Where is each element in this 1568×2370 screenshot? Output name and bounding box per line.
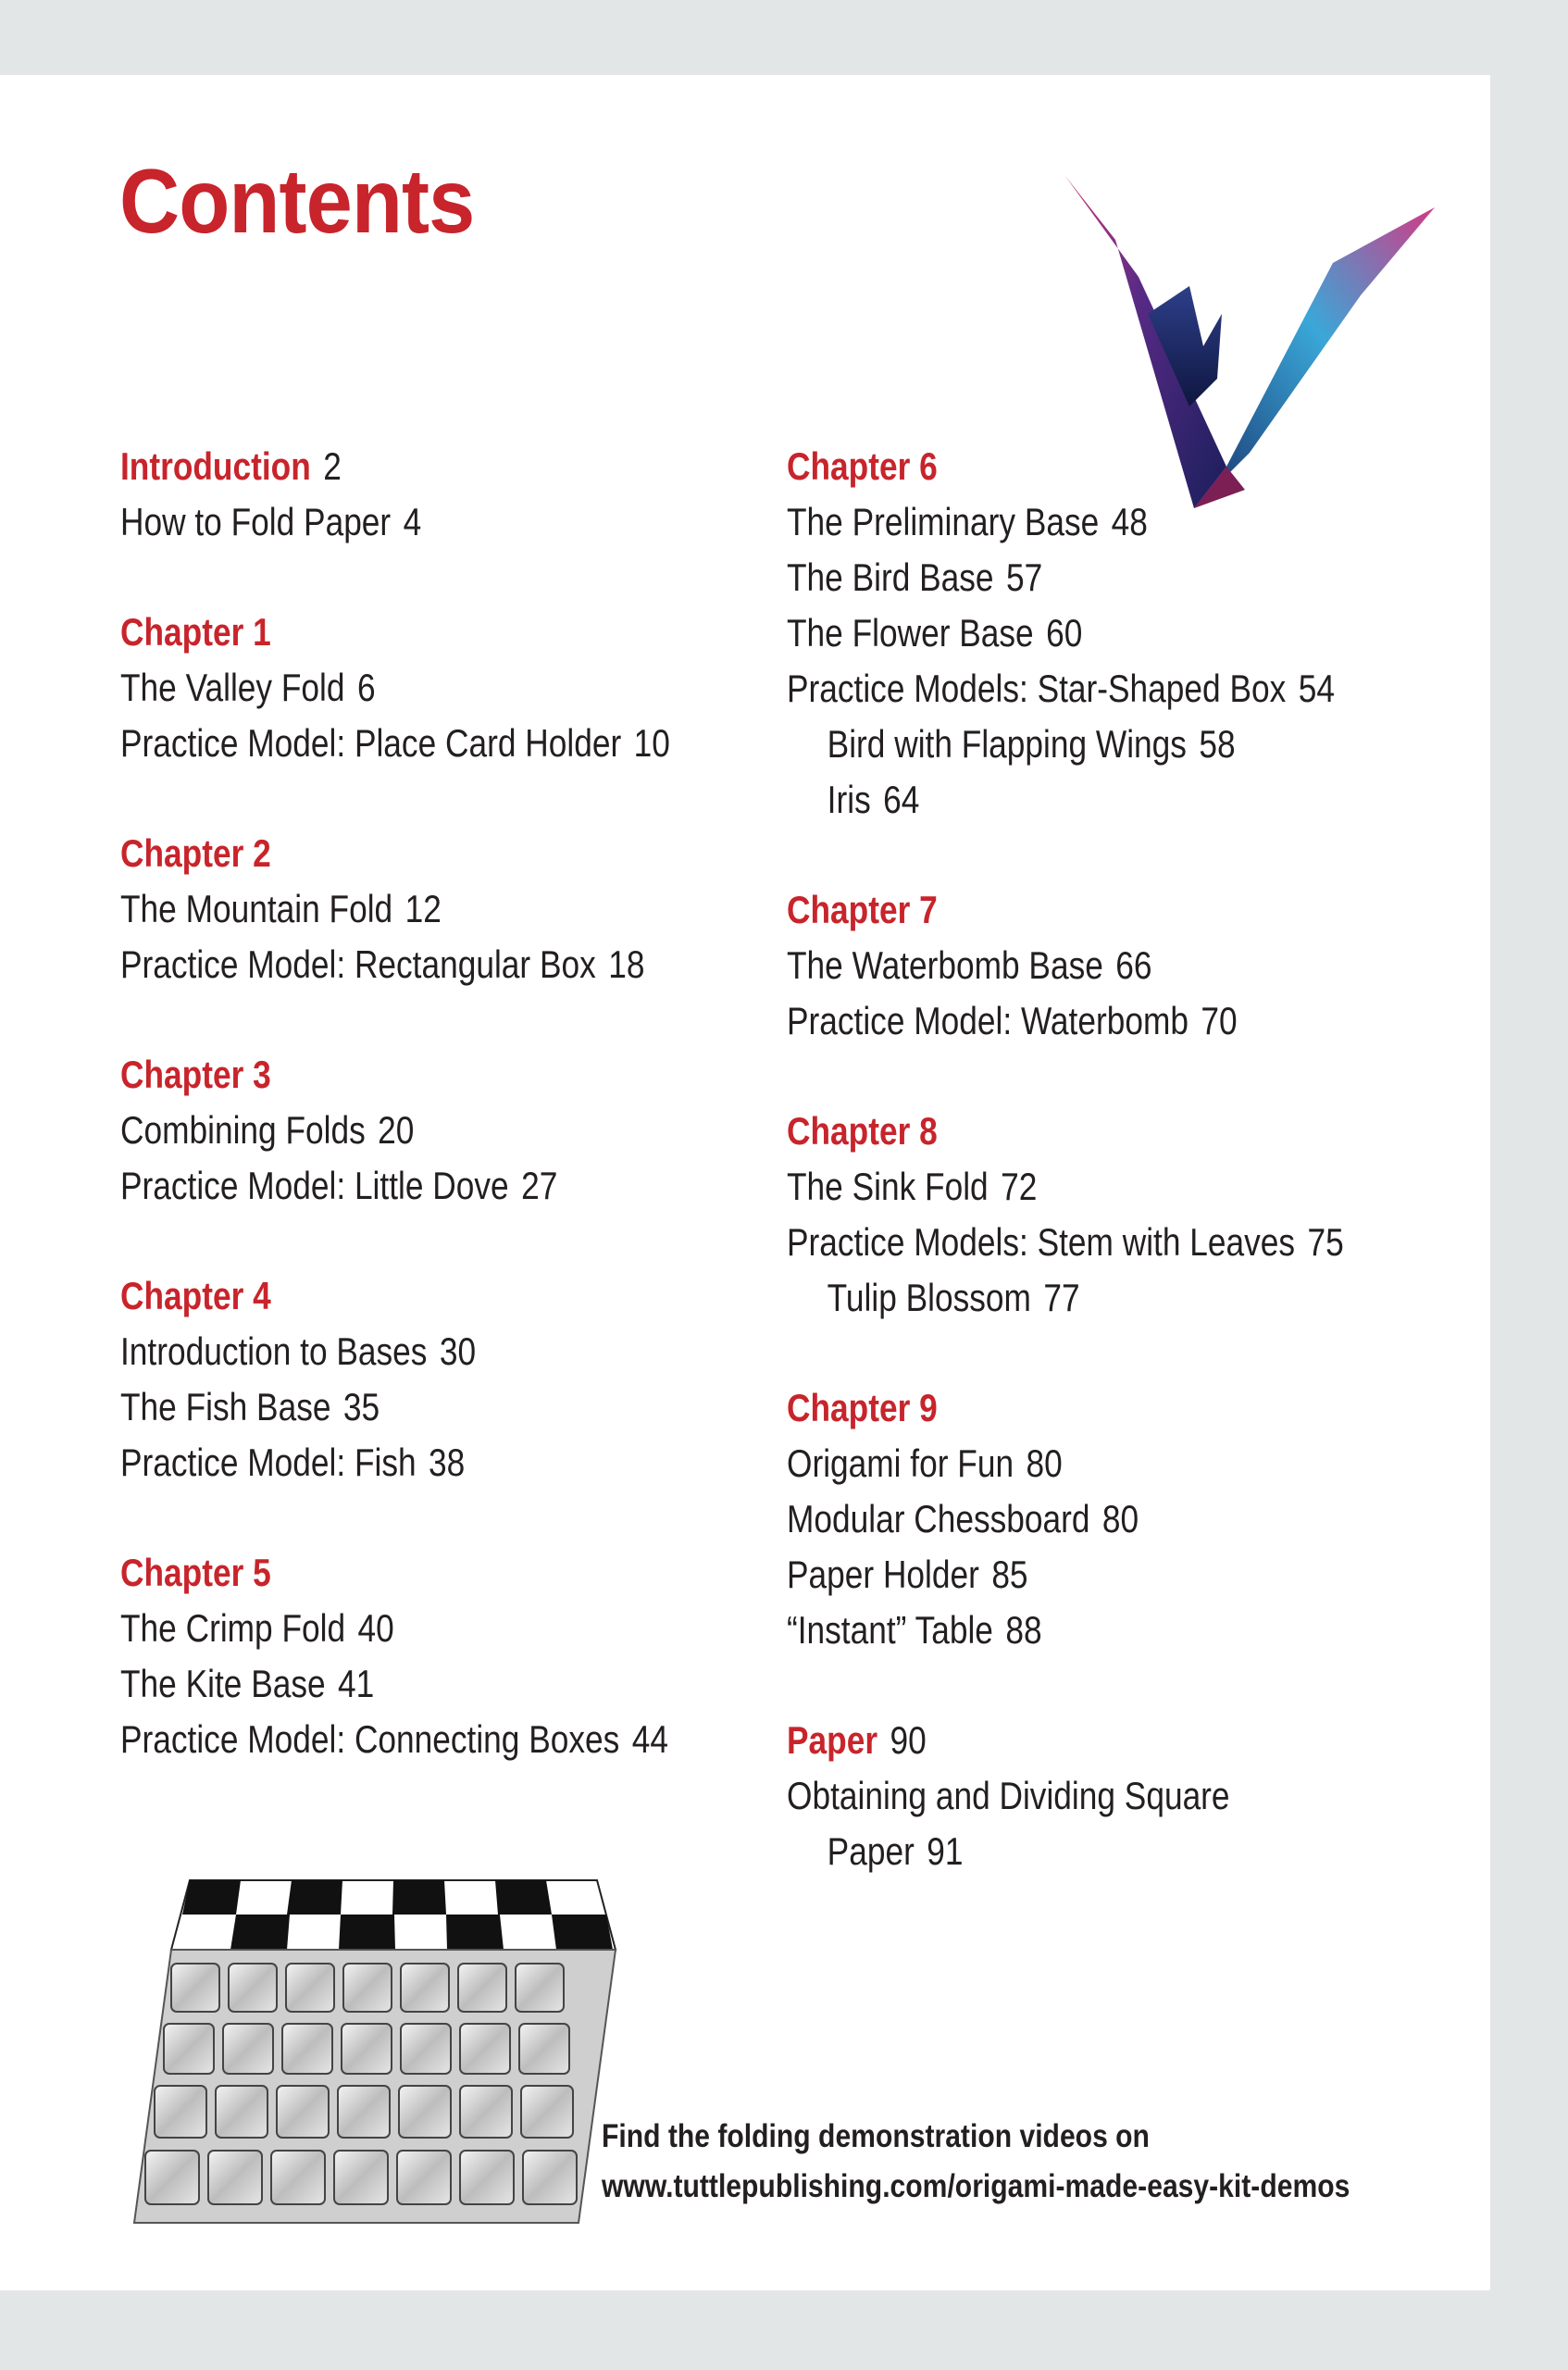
toc-entry[interactable]: Practice Model: Waterbomb 70 <box>787 999 1238 1042</box>
toc-heading[interactable]: Chapter 5 <box>120 1551 271 1594</box>
toc-heading[interactable]: Chapter 6 <box>787 444 938 488</box>
page-number: 58 <box>1199 722 1236 766</box>
toc-section-chapter-7 <box>787 882 1453 1049</box>
page-number: 2 <box>323 444 342 488</box>
toc-entry[interactable]: Practice Model: Rectangular Box 18 <box>120 942 645 986</box>
toc-entry[interactable]: Paper 91 <box>827 1829 964 1873</box>
page-number: 40 <box>357 1606 394 1650</box>
toc-entry[interactable]: The Flower Base 60 <box>787 611 1083 655</box>
page-number: 38 <box>429 1441 466 1484</box>
page-number: 20 <box>378 1108 415 1152</box>
toc-heading[interactable]: Chapter 4 <box>120 1274 271 1317</box>
toc-section-chapter-2 <box>120 826 750 992</box>
toc-entry[interactable]: Obtaining and Dividing Square <box>787 1774 1230 1817</box>
toc-section-chapter-6 <box>787 439 1453 828</box>
page-number: 91 <box>927 1829 964 1873</box>
toc-entry[interactable]: Practice Model: Connecting Boxes 44 <box>120 1717 668 1761</box>
toc-entry[interactable]: Practice Model: Place Card Holder 10 <box>120 721 670 765</box>
toc-entry[interactable]: The Valley Fold 6 <box>120 666 376 709</box>
page-number: 4 <box>403 500 422 543</box>
video-note-text: Find the folding demonstration videos on <box>602 2118 1150 2154</box>
toc-section-introduction <box>120 439 750 550</box>
toc-entry[interactable]: Paper Holder 85 <box>787 1553 1028 1596</box>
page-number: 54 <box>1298 667 1335 710</box>
page-number: 77 <box>1043 1276 1080 1319</box>
toc-heading[interactable]: Chapter 2 <box>120 831 271 875</box>
toc-heading[interactable]: Chapter 3 <box>120 1053 271 1096</box>
toc-entry[interactable]: Bird with Flapping Wings 58 <box>827 722 1236 766</box>
toc-section-chapter-9 <box>787 1380 1453 1658</box>
toc-entry[interactable]: Tulip Blossom 77 <box>827 1276 1080 1319</box>
toc-heading[interactable]: Chapter 7 <box>787 888 938 931</box>
toc-entry[interactable]: The Preliminary Base 48 <box>787 500 1148 543</box>
page <box>0 75 1490 2290</box>
toc-heading[interactable]: Introduction 2 <box>120 444 342 488</box>
page-number: 66 <box>1115 943 1152 987</box>
toc-section-paper <box>787 1713 1453 1879</box>
toc-heading[interactable]: Chapter 8 <box>787 1109 938 1153</box>
modular-chessboard-image <box>116 1862 634 2232</box>
page-number: 90 <box>890 1718 927 1762</box>
toc-entry[interactable]: Iris 64 <box>827 778 920 821</box>
toc-entry[interactable]: Practice Model: Fish 38 <box>120 1441 466 1484</box>
contents-right-column <box>787 439 1453 1934</box>
toc-entry[interactable]: The Bird Base 57 <box>787 555 1043 599</box>
toc-entry[interactable]: The Kite Base 41 <box>120 1662 375 1705</box>
video-link[interactable]: www.tuttlepublishing.com/origami-made-easy-kit-demos <box>602 2168 1350 2204</box>
page-number: 41 <box>338 1662 375 1705</box>
page-number: 57 <box>1005 555 1043 599</box>
toc-section-chapter-8 <box>787 1104 1453 1326</box>
toc-entry[interactable]: Origami for Fun 80 <box>787 1441 1063 1485</box>
toc-entry[interactable]: Practice Models: Stem with Leaves 75 <box>787 1220 1344 1264</box>
page-number: 60 <box>1046 611 1083 655</box>
toc-entry[interactable]: “Instant” Table 88 <box>787 1608 1042 1652</box>
toc-entry[interactable]: Introduction to Bases 30 <box>120 1329 477 1373</box>
page-number: 35 <box>342 1385 380 1428</box>
toc-entry[interactable]: How to Fold Paper 4 <box>120 500 422 543</box>
page-number: 12 <box>404 887 442 930</box>
toc-section-chapter-1 <box>120 605 750 771</box>
page-number: 72 <box>1001 1165 1038 1208</box>
page-number: 80 <box>1026 1441 1063 1485</box>
page-number: 75 <box>1307 1220 1344 1264</box>
toc-entry[interactable]: Practice Model: Little Dove 27 <box>120 1164 558 1207</box>
page-number: 64 <box>883 778 920 821</box>
toc-entry[interactable]: Practice Models: Star-Shaped Box 54 <box>787 667 1335 710</box>
toc-heading[interactable]: Chapter 1 <box>120 610 271 654</box>
toc-heading[interactable]: Paper 90 <box>787 1718 927 1762</box>
toc-entry[interactable]: The Mountain Fold 12 <box>120 887 442 930</box>
toc-entry[interactable]: Combining Folds 20 <box>120 1108 415 1152</box>
toc-section-chapter-5 <box>120 1545 750 1767</box>
page-number: 48 <box>1111 500 1148 543</box>
page-title: Contents <box>119 150 475 252</box>
page-number: 10 <box>633 721 670 765</box>
video-note <box>602 2112 1472 2212</box>
page-number: 30 <box>439 1329 477 1373</box>
page-number: 6 <box>356 666 376 709</box>
toc-section-chapter-3 <box>120 1047 750 1214</box>
page-number: 27 <box>521 1164 558 1207</box>
toc-entry[interactable]: Modular Chessboard 80 <box>787 1497 1139 1540</box>
page-number: 80 <box>1101 1497 1139 1540</box>
toc-section-chapter-4 <box>120 1268 750 1491</box>
toc-entry[interactable]: The Crimp Fold 40 <box>120 1606 394 1650</box>
page-number: 18 <box>608 942 645 986</box>
page-number: 70 <box>1201 999 1238 1042</box>
toc-entry[interactable]: The Sink Fold 72 <box>787 1165 1038 1208</box>
contents-left-column <box>120 439 750 1822</box>
page-number: 88 <box>1005 1608 1042 1652</box>
toc-entry[interactable]: The Waterbomb Base 66 <box>787 943 1152 987</box>
toc-heading[interactable]: Chapter 9 <box>787 1386 938 1429</box>
toc-entry[interactable]: The Fish Base 35 <box>120 1385 380 1428</box>
page-number: 44 <box>631 1717 668 1761</box>
page-number: 85 <box>991 1553 1028 1596</box>
